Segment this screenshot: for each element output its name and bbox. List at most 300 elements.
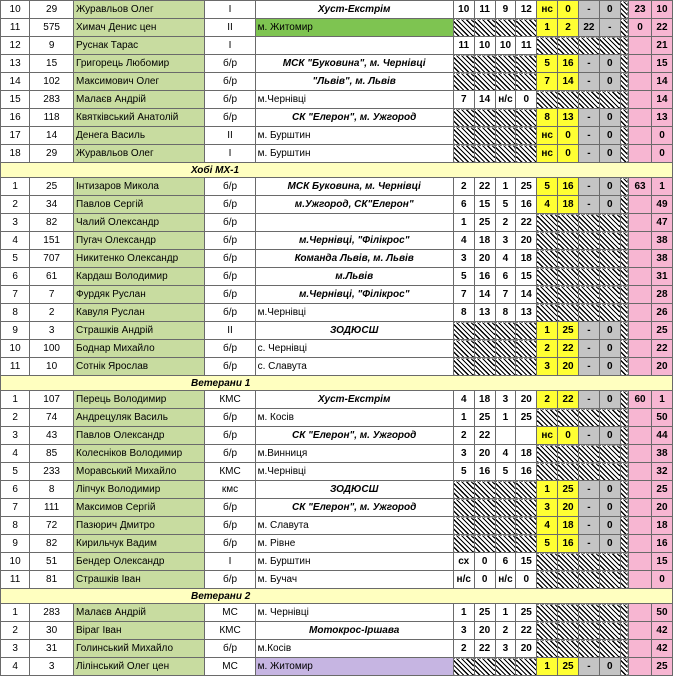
stage-cell: 0 [599, 481, 620, 499]
table-row [1, 268, 673, 286]
table-row [1, 109, 673, 127]
gap-cell [620, 37, 628, 55]
stage-cell: 0 [516, 571, 537, 589]
stage-cell [495, 322, 516, 340]
stage-cell: 0 [474, 571, 495, 589]
place-cell: 15 [1, 91, 30, 109]
stage-cell [599, 214, 620, 232]
stage-cell [537, 604, 558, 622]
stage-cell: - [578, 517, 599, 535]
stage-cell: 3 [453, 250, 474, 268]
stage-cell: 0 [599, 517, 620, 535]
stage-cell: 22 [474, 427, 495, 445]
stage-cell [558, 445, 579, 463]
number-cell: 575 [30, 19, 74, 37]
stage-cell: 1 [453, 409, 474, 427]
final-place-cell: 32 [651, 463, 672, 481]
stage-cell: 22 [516, 622, 537, 640]
stage-cell [495, 109, 516, 127]
rank-cell: б/р [205, 640, 255, 658]
gap-cell [620, 640, 628, 658]
rank-cell: б/р [205, 445, 255, 463]
final-place-cell: 15 [651, 553, 672, 571]
stage-cell [558, 571, 579, 589]
stage-cell: 25 [516, 409, 537, 427]
final-place-cell: 44 [651, 427, 672, 445]
stage-cell [578, 445, 599, 463]
table-row [1, 55, 673, 73]
total-cell: 0 [629, 19, 652, 37]
stage-cell [474, 340, 495, 358]
stage-cell: н/с [495, 91, 516, 109]
stage-cell: - [578, 340, 599, 358]
final-place-cell: 38 [651, 232, 672, 250]
stage-cell [516, 358, 537, 376]
place-cell: 16 [1, 109, 30, 127]
stage-cell: - [599, 19, 620, 37]
stage-cell [453, 109, 474, 127]
table-row [1, 571, 673, 589]
number-cell: 9 [30, 37, 74, 55]
rank-cell: б/р [205, 268, 255, 286]
total-cell [629, 499, 652, 517]
stage-cell [599, 268, 620, 286]
gap-cell [620, 499, 628, 517]
stage-cell [537, 640, 558, 658]
stage-cell: 2 [558, 19, 579, 37]
rider-name-cell: Максимович Олег [74, 73, 205, 91]
final-place-cell: 38 [651, 445, 672, 463]
stage-cell: 1 [537, 322, 558, 340]
rider-name-cell: Інтизаров Микола [74, 178, 205, 196]
stage-cell [537, 445, 558, 463]
stage-cell [578, 214, 599, 232]
total-cell [629, 535, 652, 553]
stage-cell: 8 [537, 109, 558, 127]
number-cell: 29 [30, 145, 74, 163]
table-row [1, 214, 673, 232]
gap-cell [620, 19, 628, 37]
stage-cell: 7 [537, 73, 558, 91]
club-cell: МСК "Буковина", м. Чернівці [255, 55, 453, 73]
stage-cell: 25 [474, 214, 495, 232]
stage-cell [578, 91, 599, 109]
stage-cell: - [578, 535, 599, 553]
table-row [1, 640, 673, 658]
rider-name-cell: Фурдяк Руслан [74, 286, 205, 304]
number-cell: 102 [30, 73, 74, 91]
stage-cell [453, 358, 474, 376]
place-cell: 11 [1, 358, 30, 376]
stage-cell: 25 [558, 658, 579, 676]
stage-cell [558, 622, 579, 640]
stage-cell [537, 622, 558, 640]
place-cell: 10 [1, 553, 30, 571]
club-cell: Мотокрос-Іршава [255, 622, 453, 640]
table-row [1, 535, 673, 553]
rider-name-cell: Ліпчук Володимир [74, 481, 205, 499]
number-cell: 82 [30, 214, 74, 232]
stage-cell: 20 [516, 640, 537, 658]
club-cell: ЗОДЮСШ [255, 322, 453, 340]
stage-cell [495, 658, 516, 676]
rank-cell: МС [205, 658, 255, 676]
stage-cell: 18 [558, 196, 579, 214]
stage-cell [453, 73, 474, 91]
club-cell: м. Бурштин [255, 553, 453, 571]
stage-cell [516, 535, 537, 553]
final-place-cell: 22 [651, 19, 672, 37]
stage-cell: 0 [599, 145, 620, 163]
total-cell [629, 463, 652, 481]
stage-cell: 16 [516, 463, 537, 481]
rank-cell: б/р [205, 55, 255, 73]
stage-cell: нс [537, 127, 558, 145]
stage-cell [516, 73, 537, 91]
stage-cell: 22 [516, 214, 537, 232]
final-place-cell: 16 [651, 535, 672, 553]
stage-cell: 4 [537, 196, 558, 214]
stage-cell: 13 [558, 109, 579, 127]
total-cell [629, 214, 652, 232]
gap-cell [620, 214, 628, 232]
total-cell [629, 553, 652, 571]
rider-name-cell: Боднар Михайло [74, 340, 205, 358]
rank-cell: б/р [205, 196, 255, 214]
total-cell [629, 286, 652, 304]
number-cell: 82 [30, 535, 74, 553]
place-cell: 3 [1, 214, 30, 232]
gap-cell [620, 622, 628, 640]
rank-cell: б/р [205, 286, 255, 304]
stage-cell [474, 127, 495, 145]
rank-cell: б/р [205, 517, 255, 535]
stage-cell [474, 658, 495, 676]
stage-cell: 1 [453, 214, 474, 232]
table-row [1, 286, 673, 304]
stage-cell: - [578, 322, 599, 340]
number-cell: 2 [30, 304, 74, 322]
stage-cell [537, 553, 558, 571]
rank-cell: б/р [205, 427, 255, 445]
final-place-cell: 50 [651, 604, 672, 622]
stage-cell [537, 232, 558, 250]
place-cell: 11 [1, 19, 30, 37]
stage-cell: 1 [453, 604, 474, 622]
stage-cell: 20 [558, 499, 579, 517]
final-place-cell: 0 [651, 571, 672, 589]
place-cell: 5 [1, 250, 30, 268]
stage-cell [495, 535, 516, 553]
stage-cell: 6 [453, 196, 474, 214]
stage-cell: 25 [558, 322, 579, 340]
rank-cell: ІІ [205, 322, 255, 340]
gap-cell [620, 250, 628, 268]
table-row [1, 73, 673, 91]
rider-name-cell: Малаєв Андрій [74, 91, 205, 109]
total-cell [629, 622, 652, 640]
stage-cell: 22 [578, 19, 599, 37]
stage-cell: - [578, 178, 599, 196]
section-title: Хобі МХ-1 [1, 163, 673, 178]
stage-cell [578, 37, 599, 55]
stage-cell [516, 517, 537, 535]
stage-cell: 2 [537, 391, 558, 409]
stage-cell [558, 232, 579, 250]
rider-name-cell: Страшків Іван [74, 571, 205, 589]
gap-cell [620, 658, 628, 676]
stage-cell: 0 [599, 55, 620, 73]
number-cell: 10 [30, 358, 74, 376]
club-cell: Команда Львів, м. Львів [255, 250, 453, 268]
table-row [1, 517, 673, 535]
stage-cell [558, 304, 579, 322]
stage-cell: 16 [474, 268, 495, 286]
table-row [1, 19, 673, 37]
table-row [1, 499, 673, 517]
stage-cell: н/с [495, 571, 516, 589]
stage-cell [578, 304, 599, 322]
stage-cell: 3 [495, 232, 516, 250]
club-cell: МСК Буковина, м. Чернівці [255, 178, 453, 196]
stage-cell [578, 232, 599, 250]
stage-cell: 2 [495, 214, 516, 232]
stage-cell [495, 340, 516, 358]
stage-cell [537, 571, 558, 589]
stage-cell [599, 445, 620, 463]
number-cell: 118 [30, 109, 74, 127]
total-cell [629, 304, 652, 322]
stage-cell: 18 [474, 391, 495, 409]
total-cell [629, 145, 652, 163]
total-cell [629, 109, 652, 127]
stage-cell: 13 [474, 304, 495, 322]
gap-cell [620, 73, 628, 91]
rider-name-cell: Віраг Іван [74, 622, 205, 640]
total-cell [629, 232, 652, 250]
stage-cell: 3 [537, 358, 558, 376]
stage-cell [578, 463, 599, 481]
number-cell: 72 [30, 517, 74, 535]
place-cell: 9 [1, 535, 30, 553]
table-row [1, 1, 673, 19]
number-cell: 81 [30, 571, 74, 589]
stage-cell: 15 [516, 553, 537, 571]
place-cell: 10 [1, 1, 30, 19]
final-place-cell: 38 [651, 250, 672, 268]
club-cell: м. Житомир [255, 658, 453, 676]
stage-cell: 16 [558, 55, 579, 73]
stage-cell: 18 [474, 232, 495, 250]
table-row [1, 622, 673, 640]
final-place-cell: 47 [651, 214, 672, 232]
stage-cell [474, 481, 495, 499]
club-cell: м.Винниця [255, 445, 453, 463]
stage-cell: 0 [599, 499, 620, 517]
rider-name-cell: Журавльов Олег [74, 1, 205, 19]
stage-cell: 5 [495, 196, 516, 214]
number-cell: 151 [30, 232, 74, 250]
total-cell [629, 658, 652, 676]
final-place-cell: 15 [651, 55, 672, 73]
club-cell: с. Чернівці [255, 340, 453, 358]
club-cell: м.Чернівці [255, 91, 453, 109]
stage-cell [495, 73, 516, 91]
rider-name-cell: Никитенко Олександр [74, 250, 205, 268]
stage-cell [453, 322, 474, 340]
stage-cell: - [578, 481, 599, 499]
stage-cell: 22 [558, 340, 579, 358]
stage-cell [453, 19, 474, 37]
stage-cell [474, 145, 495, 163]
club-cell: м. Бурштин [255, 145, 453, 163]
stage-cell [599, 409, 620, 427]
stage-cell [453, 535, 474, 553]
total-cell [629, 91, 652, 109]
final-place-cell: 25 [651, 322, 672, 340]
rider-name-cell: Кирильчук Вадим [74, 535, 205, 553]
gap-cell [620, 463, 628, 481]
stage-cell: 0 [599, 322, 620, 340]
stage-cell [453, 127, 474, 145]
number-cell: 30 [30, 622, 74, 640]
club-cell: м. Чернівці [255, 604, 453, 622]
stage-cell: 0 [599, 427, 620, 445]
total-cell [629, 409, 652, 427]
stage-cell [578, 250, 599, 268]
stage-cell: 5 [453, 463, 474, 481]
final-place-cell: 10 [651, 1, 672, 19]
rank-cell: б/р [205, 409, 255, 427]
stage-cell [599, 91, 620, 109]
gap-cell [620, 535, 628, 553]
total-cell [629, 445, 652, 463]
stage-cell [599, 232, 620, 250]
section-header-row [1, 163, 673, 178]
stage-cell: 22 [474, 178, 495, 196]
number-cell: 15 [30, 55, 74, 73]
table-row [1, 340, 673, 358]
place-cell: 14 [1, 73, 30, 91]
stage-cell [537, 37, 558, 55]
rider-name-cell: Квятківський Анатолій [74, 109, 205, 127]
total-cell [629, 196, 652, 214]
total-cell [629, 322, 652, 340]
stage-cell: 3 [495, 391, 516, 409]
table-row [1, 250, 673, 268]
stage-cell: - [578, 427, 599, 445]
stage-cell: 0 [558, 145, 579, 163]
rank-cell: б/р [205, 499, 255, 517]
stage-cell: 8 [495, 304, 516, 322]
stage-cell: - [578, 127, 599, 145]
rider-name-cell: Бендер Олександр [74, 553, 205, 571]
stage-cell: 20 [474, 250, 495, 268]
stage-cell [537, 268, 558, 286]
stage-cell: 0 [516, 91, 537, 109]
club-cell: м. Бурштин [255, 127, 453, 145]
number-cell: 51 [30, 553, 74, 571]
stage-cell: 25 [516, 604, 537, 622]
place-cell: 5 [1, 463, 30, 481]
total-cell [629, 250, 652, 268]
total-cell: 63 [629, 178, 652, 196]
table-row [1, 445, 673, 463]
stage-cell: сх [453, 553, 474, 571]
number-cell: 8 [30, 481, 74, 499]
stage-cell [599, 463, 620, 481]
club-cell: м. Бучач [255, 571, 453, 589]
stage-cell: 0 [558, 427, 579, 445]
stage-cell [558, 463, 579, 481]
gap-cell [620, 553, 628, 571]
stage-cell: 5 [537, 535, 558, 553]
gap-cell [620, 322, 628, 340]
total-cell [629, 571, 652, 589]
rank-cell: б/р [205, 340, 255, 358]
stage-cell: 16 [474, 463, 495, 481]
place-cell: 1 [1, 391, 30, 409]
rider-name-cell: Максимов Сергій [74, 499, 205, 517]
place-cell: 17 [1, 127, 30, 145]
rank-cell: б/р [205, 91, 255, 109]
rider-name-cell: Чалий Олександр [74, 214, 205, 232]
stage-cell: 16 [558, 535, 579, 553]
total-cell [629, 55, 652, 73]
rank-cell: б/р [205, 73, 255, 91]
final-place-cell: 21 [651, 37, 672, 55]
final-place-cell: 20 [651, 358, 672, 376]
club-cell: м.Львів [255, 268, 453, 286]
stage-cell: 16 [558, 178, 579, 196]
club-cell: Хуст-Екстрім [255, 1, 453, 19]
stage-cell [474, 535, 495, 553]
place-cell: 18 [1, 145, 30, 163]
stage-cell [453, 145, 474, 163]
stage-cell [474, 55, 495, 73]
table-row [1, 145, 673, 163]
final-place-cell: 28 [651, 286, 672, 304]
club-cell: м.Чернівці [255, 463, 453, 481]
total-cell: 60 [629, 391, 652, 409]
stage-cell: 7 [495, 286, 516, 304]
stage-cell: 1 [537, 658, 558, 676]
stage-cell [599, 286, 620, 304]
gap-cell [620, 109, 628, 127]
club-cell [255, 214, 453, 232]
number-cell: 14 [30, 127, 74, 145]
stage-cell [537, 250, 558, 268]
stage-cell [516, 340, 537, 358]
section-header-row [1, 376, 673, 391]
table-row [1, 304, 673, 322]
rank-cell: МС [205, 604, 255, 622]
rank-cell: кмс [205, 481, 255, 499]
number-cell: 100 [30, 340, 74, 358]
number-cell: 3 [30, 322, 74, 340]
total-cell [629, 481, 652, 499]
total-cell [629, 517, 652, 535]
gap-cell [620, 127, 628, 145]
stage-cell [495, 358, 516, 376]
stage-cell [558, 553, 579, 571]
rank-cell: ІІ [205, 19, 255, 37]
rider-name-cell: Кавуля Руслан [74, 304, 205, 322]
stage-cell: - [578, 391, 599, 409]
stage-cell: 5 [495, 463, 516, 481]
stage-cell [537, 286, 558, 304]
stage-cell: нс [537, 1, 558, 19]
